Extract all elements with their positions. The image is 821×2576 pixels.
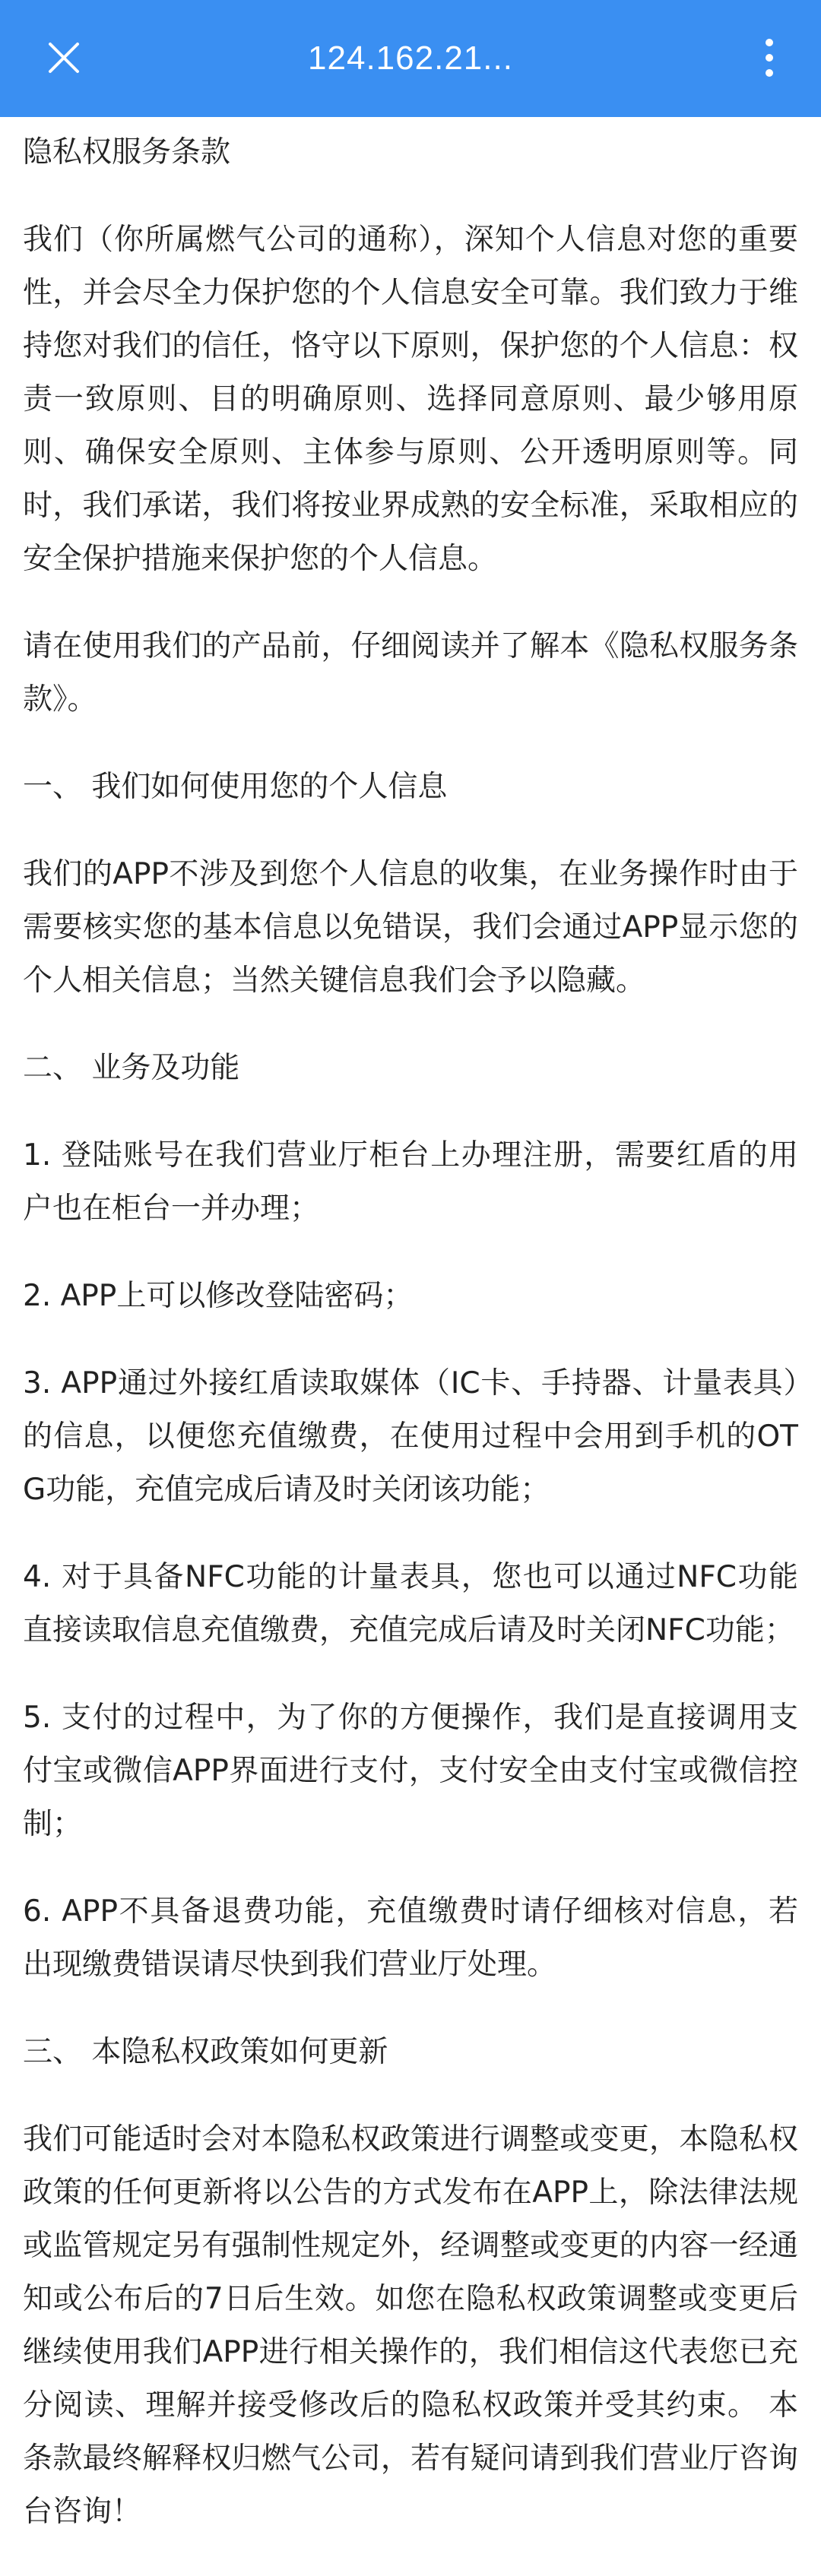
article-title: 隐私权服务条款 (23, 135, 231, 169)
list-item-1: 1. 登陆账号在我们营业厅柜台上办理注册，需要红盾的用户也在柜台一并办理； (23, 1138, 798, 1226)
more-vertical-icon (762, 36, 777, 79)
paragraph-personal-info-use: 我们的APP不涉及到您个人信息的收集，在业务操作时由于需要核实您的基本信息以免错误，我们会通过APP显示您的个人相关信息；当然关键信息我们会予以隐藏。 (23, 857, 798, 998)
article-body (0, 117, 821, 2539)
list-item-5: 5. 支付的过程中，为了你的方便操作，我们是直接调用支付宝或微信APP界面进行支付，支付安全由支付宝或微信控制； (23, 1701, 798, 1841)
page-url-title: 124.162.21... (308, 40, 513, 77)
list-item-3: 3. APP通过外接红盾读取媒体（IC卡、手持器、计量表具）的信息，以便您充值缴费，在使用过程中会用到手机的OTG功能，充值完成后请及时关闭该功能； (23, 1366, 798, 1507)
paragraph-read-notice: 请在使用我们的产品前，仔细阅读并了解本《隐私权服务条款》。 (23, 629, 798, 717)
section-heading-3: 三、 本隐私权政策如何更新 (23, 2035, 388, 2069)
list-item-2: 2. APP上可以修改登陆密码； (23, 1279, 414, 1313)
more-options-button[interactable] (734, 23, 804, 93)
app-header (0, 0, 821, 117)
section-heading-2: 二、 业务及功能 (23, 1051, 240, 1085)
section-heading-1: 一、 我们如何使用您的个人信息 (23, 770, 448, 804)
list-item-4: 4. 对于具备NFC功能的计量表具，您也可以通过NFC功能直接读取信息充值缴费，充值完成后请及时关闭NFC功能； (23, 1560, 798, 1647)
paragraph-policy-update: 我们可能适时会对本隐私权政策进行调整或变更，本隐私权政策的任何更新将以公告的方式发布在APP上，除法律法规或监管规定另有强制性规定外，经调整或变更的内容一经通知或公布后的7日后生效。如您在隐私权政策调整或变更后继续使用我们APP进行相关操作的，我们相信这代表您已充分阅读、理解并接受修改后的隐私权政策并受其约束。 本条款最终解释权归燃气公司，若有疑问请到我们营业厅咨询台咨询！ (23, 2122, 798, 2529)
paragraph-intro: 我们（你所属燃气公司的通称），深知个人信息对您的重要性，并会尽全力保护您的个人信息安全可靠。我们致力于维持您对我们的信任，恪守以下原则，保护您的个人信息：权责一致原则、目的明确原则、选择同意原则、最少够用原则、确保安全原则、主体参与原则、公开透明原则等。同时，我们承诺，我们将按业界成熟的安全标准，采取相应的安全保护措施来保护您的个人信息。 (23, 223, 798, 576)
list-item-6: 6. APP不具备退费功能，充值缴费时请仔细核对信息，若出现缴费错误请尽快到我们营业厅处理。 (23, 1894, 798, 1982)
